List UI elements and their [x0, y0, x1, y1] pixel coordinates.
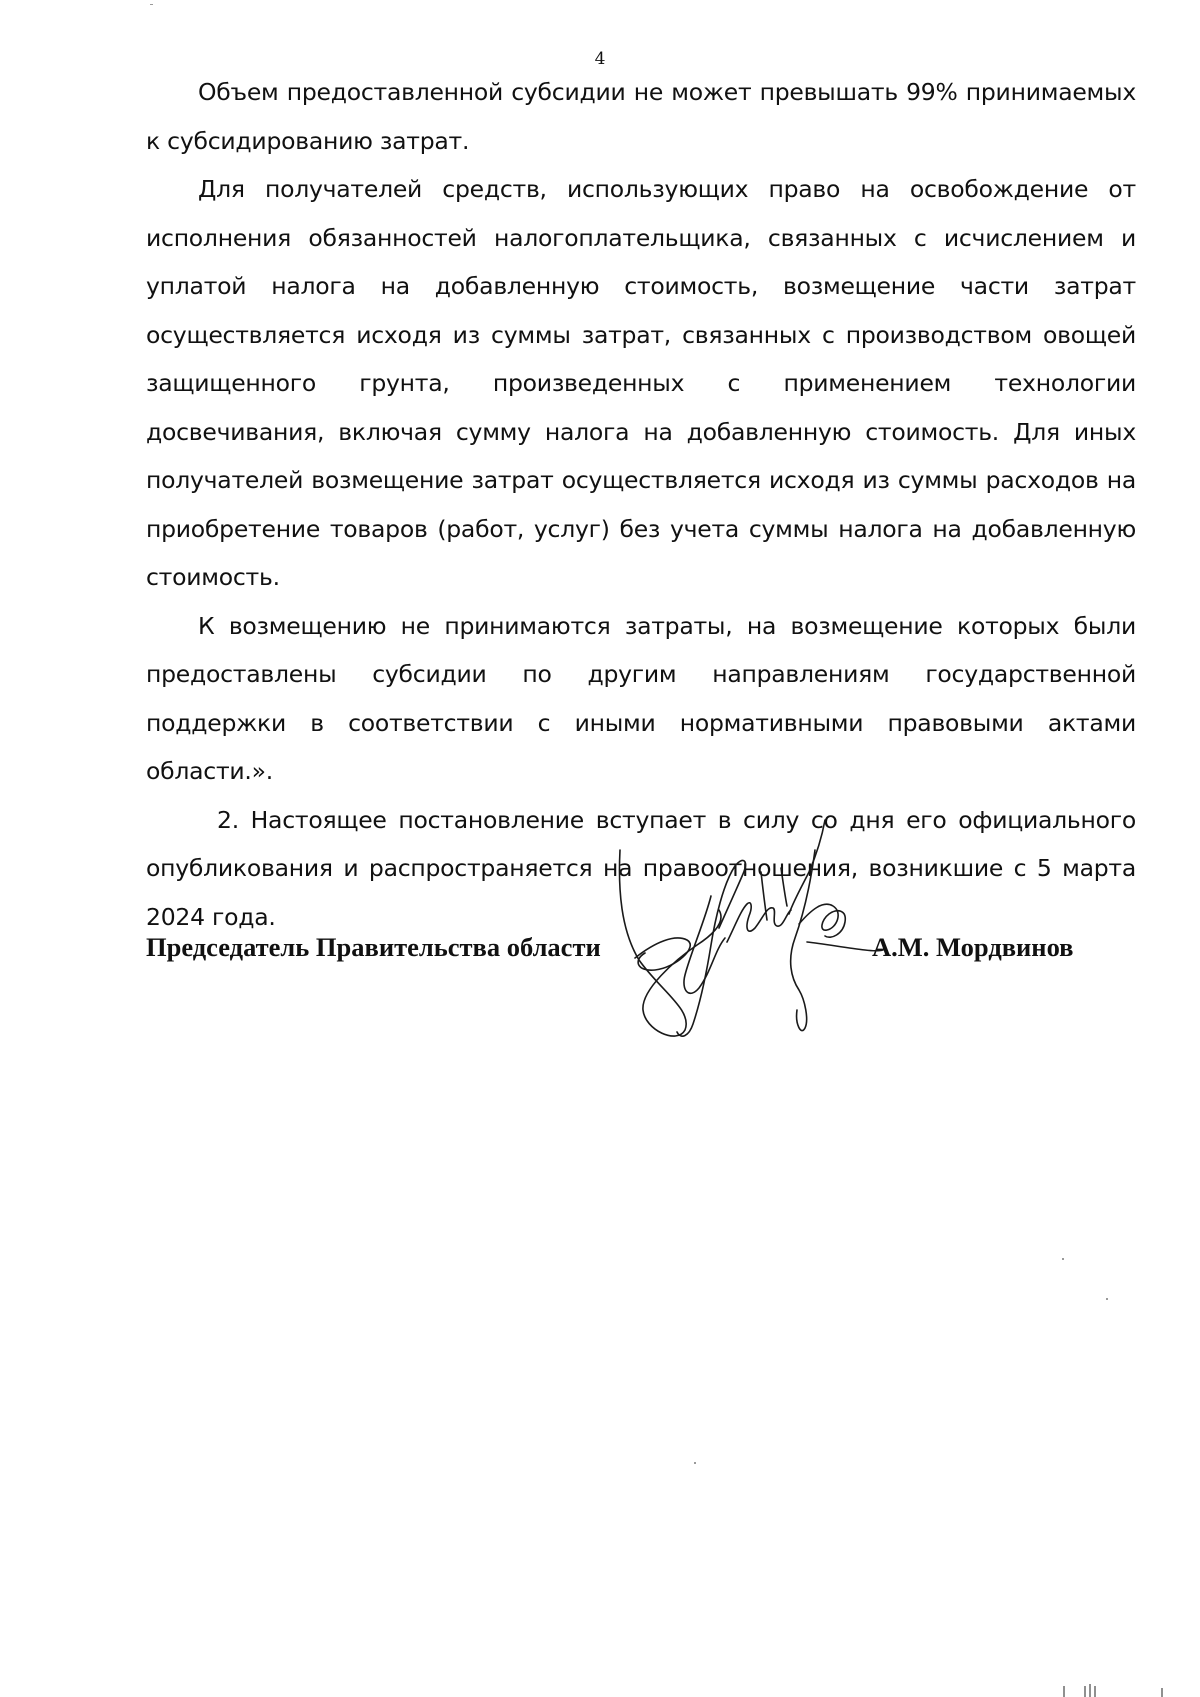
signer-position-title: Председатель Правительства области [146, 932, 601, 962]
scan-speck [150, 4, 153, 5]
paragraph-vat-exemption: Для получателей средств, использующих право на освобождение от исполнения обязанностей налогоплательщика, связанных с исчислением и уплатой налога на добавленную стоимость, возмещение части затрат осуществляется исходя из суммы затрат, связанных с производством овощей защищенного грунта, произведенных с применением технологии досвечивания, включая сумму налога на добавленную стоимость. Для иных получателей возмещение затрат осуществляется исходя из суммы расходов на приобретение товаров (работ, услуг) без учета суммы налога на добавленную стоимость. [146, 175, 1136, 591]
signer-name: А.М. Мордвинов [872, 932, 1074, 962]
scan-speck [1106, 1298, 1108, 1300]
scan-speck [1062, 1258, 1064, 1260]
scan-speck [694, 1462, 696, 1464]
paragraph-excluded-costs: К возмещению не принимаются затраты, на возмещение которых были предоставлены субсидии по другим направлениям государственной поддержки в соответствии с иными нормативными правовыми актами области.». [146, 611, 1136, 785]
paragraph-effective-date: 2. Настоящее постановление вступает в силу со дня его официального опубликования и распространяется на правоотношения, возникшие с 5 марта 2024 года. [146, 805, 1136, 931]
paragraph-subsidy-limit: Объем предоставленной субсидии не может превышать 99% принимаемых к субсидированию затрат. [146, 78, 1136, 155]
scan-edge-marks [1050, 1680, 1170, 1697]
page-number: 4 [594, 49, 606, 69]
handwritten-signature [615, 810, 885, 1045]
